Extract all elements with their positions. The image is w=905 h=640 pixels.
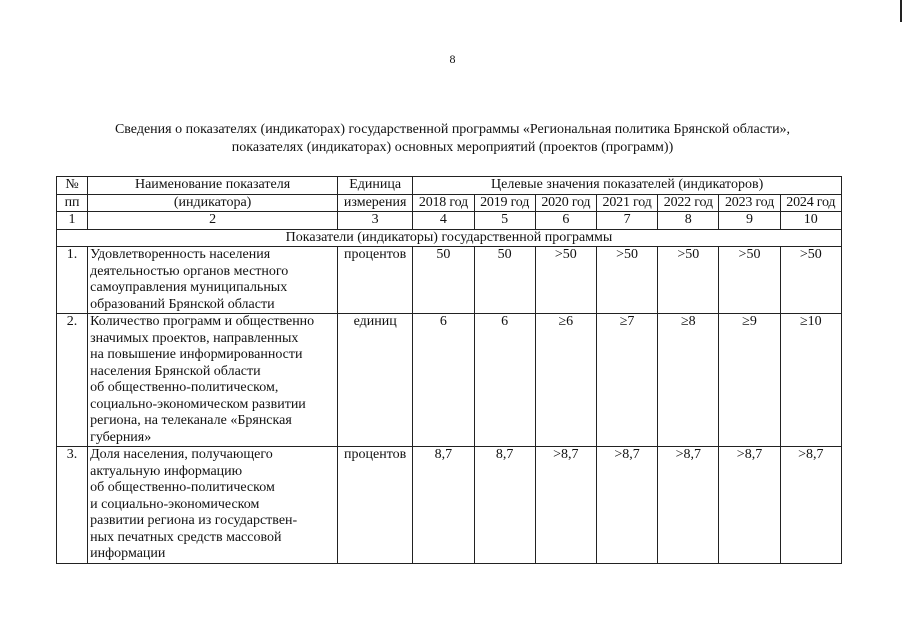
indicator-name-line: ных печатных средств массовой <box>90 529 282 545</box>
column-number: 1 <box>57 212 88 230</box>
value-cell: ≥8 <box>658 314 719 447</box>
value-cell: ≥7 <box>596 314 657 447</box>
table-row <box>57 314 842 447</box>
header-unit-top: Единица <box>338 177 413 195</box>
page-number: 8 <box>449 52 456 66</box>
header-year: 2018 год <box>413 194 474 212</box>
indicator-name-line: региона, на телеканале «Брянская <box>90 413 292 428</box>
indicator-name-line: на повышение информированности <box>90 347 303 362</box>
row-number: 1. <box>57 247 88 314</box>
unit-cell: процентов <box>338 247 413 314</box>
header-year: 2020 год <box>535 194 596 212</box>
column-number: 9 <box>719 212 780 230</box>
section-title: Показатели (индикаторы) государственной программы <box>57 229 842 247</box>
header-targets: Целевые значения показателей (индикаторов) <box>413 177 842 195</box>
unit-cell: процентов <box>338 447 413 564</box>
value-cell: >8,7 <box>596 447 657 564</box>
indicator-name <box>88 314 338 447</box>
title-line-2: показателях (индикаторах) основных мероприятий (проектов (программ)) <box>231 140 674 155</box>
indicator-name <box>88 247 338 314</box>
value-cell: 6 <box>474 314 535 447</box>
value-cell: 8,7 <box>474 447 535 564</box>
indicator-name-line: информации <box>90 546 166 561</box>
value-cell: ≥6 <box>535 314 596 447</box>
header-year: 2024 год <box>780 194 841 212</box>
value-cell: >8,7 <box>658 447 719 564</box>
value-cell: ≥10 <box>780 314 841 447</box>
column-number: 10 <box>780 212 841 230</box>
value-cell: >50 <box>535 247 596 314</box>
indicator-name-line: социально-экономическом развитии <box>90 396 306 412</box>
row-number: 2. <box>57 314 88 447</box>
value-cell: 50 <box>413 247 474 314</box>
header-row-2 <box>57 194 842 212</box>
indicator-name-line: Доля населения, получающего <box>90 447 273 462</box>
column-number: 6 <box>535 212 596 230</box>
indicator-name-line: значимых проектов, направленных <box>90 330 299 346</box>
value-cell: >8,7 <box>719 447 780 564</box>
value-cell: >50 <box>658 247 719 314</box>
column-number: 4 <box>413 212 474 230</box>
indicator-name-line: об общественно-политическом <box>90 480 275 495</box>
value-cell: >50 <box>780 247 841 314</box>
header-year: 2022 год <box>658 194 719 212</box>
column-number: 3 <box>338 212 413 230</box>
column-number: 7 <box>596 212 657 230</box>
indicator-name-line: об общественно-политическом, <box>90 380 279 395</box>
header-unit-bottom: измерения <box>338 194 413 212</box>
unit-cell: единиц <box>338 314 413 447</box>
section-row <box>57 229 842 247</box>
value-cell: >8,7 <box>780 447 841 564</box>
header-num-bottom: пп <box>57 194 88 212</box>
header-year: 2019 год <box>474 194 535 212</box>
header-name-top: Наименование показателя <box>88 177 338 195</box>
value-cell: >8,7 <box>535 447 596 564</box>
indicator-name-line: развитии региона из государствен- <box>90 513 298 528</box>
indicator-name-line: Удовлетворенность населения <box>90 247 271 262</box>
header-row-1 <box>57 177 842 195</box>
indicator-name-line: деятельностью органов местного <box>90 263 289 279</box>
indicator-name-line: и социально-экономическом <box>90 496 260 512</box>
document-title <box>40 121 865 157</box>
value-cell: 8,7 <box>413 447 474 564</box>
header-name-bottom: (индикатора) <box>88 194 338 212</box>
value-cell: 50 <box>474 247 535 314</box>
header-num-top: № <box>57 177 88 195</box>
column-number: 8 <box>658 212 719 230</box>
value-cell: >50 <box>719 247 780 314</box>
column-number: 2 <box>88 212 338 230</box>
value-cell: >50 <box>596 247 657 314</box>
table-row <box>57 247 842 314</box>
indicator-name-line: самоуправления муниципальных <box>90 280 288 295</box>
indicator-name-line: образований Брянской области <box>90 296 275 312</box>
indicators-table <box>56 176 842 564</box>
header-year: 2023 год <box>719 194 780 212</box>
column-number: 5 <box>474 212 535 230</box>
indicator-name-line: населения Брянской области <box>90 363 261 379</box>
indicator-name-line: Количество программ и общественно <box>90 314 315 329</box>
title-line-1: Сведения о показателях (индикаторах) государственной программы «Региональная политика Брянской области», <box>114 122 791 137</box>
column-number-row <box>57 212 842 230</box>
indicator-name <box>88 447 338 564</box>
table-row <box>57 447 842 564</box>
scan-edge-mark <box>900 0 902 22</box>
value-cell: ≥9 <box>719 314 780 447</box>
value-cell: 6 <box>413 314 474 447</box>
header-year: 2021 год <box>596 194 657 212</box>
indicator-name-line: актуальную информацию <box>90 463 243 479</box>
row-number: 3. <box>57 447 88 564</box>
indicator-name-line: губерния» <box>90 429 152 445</box>
